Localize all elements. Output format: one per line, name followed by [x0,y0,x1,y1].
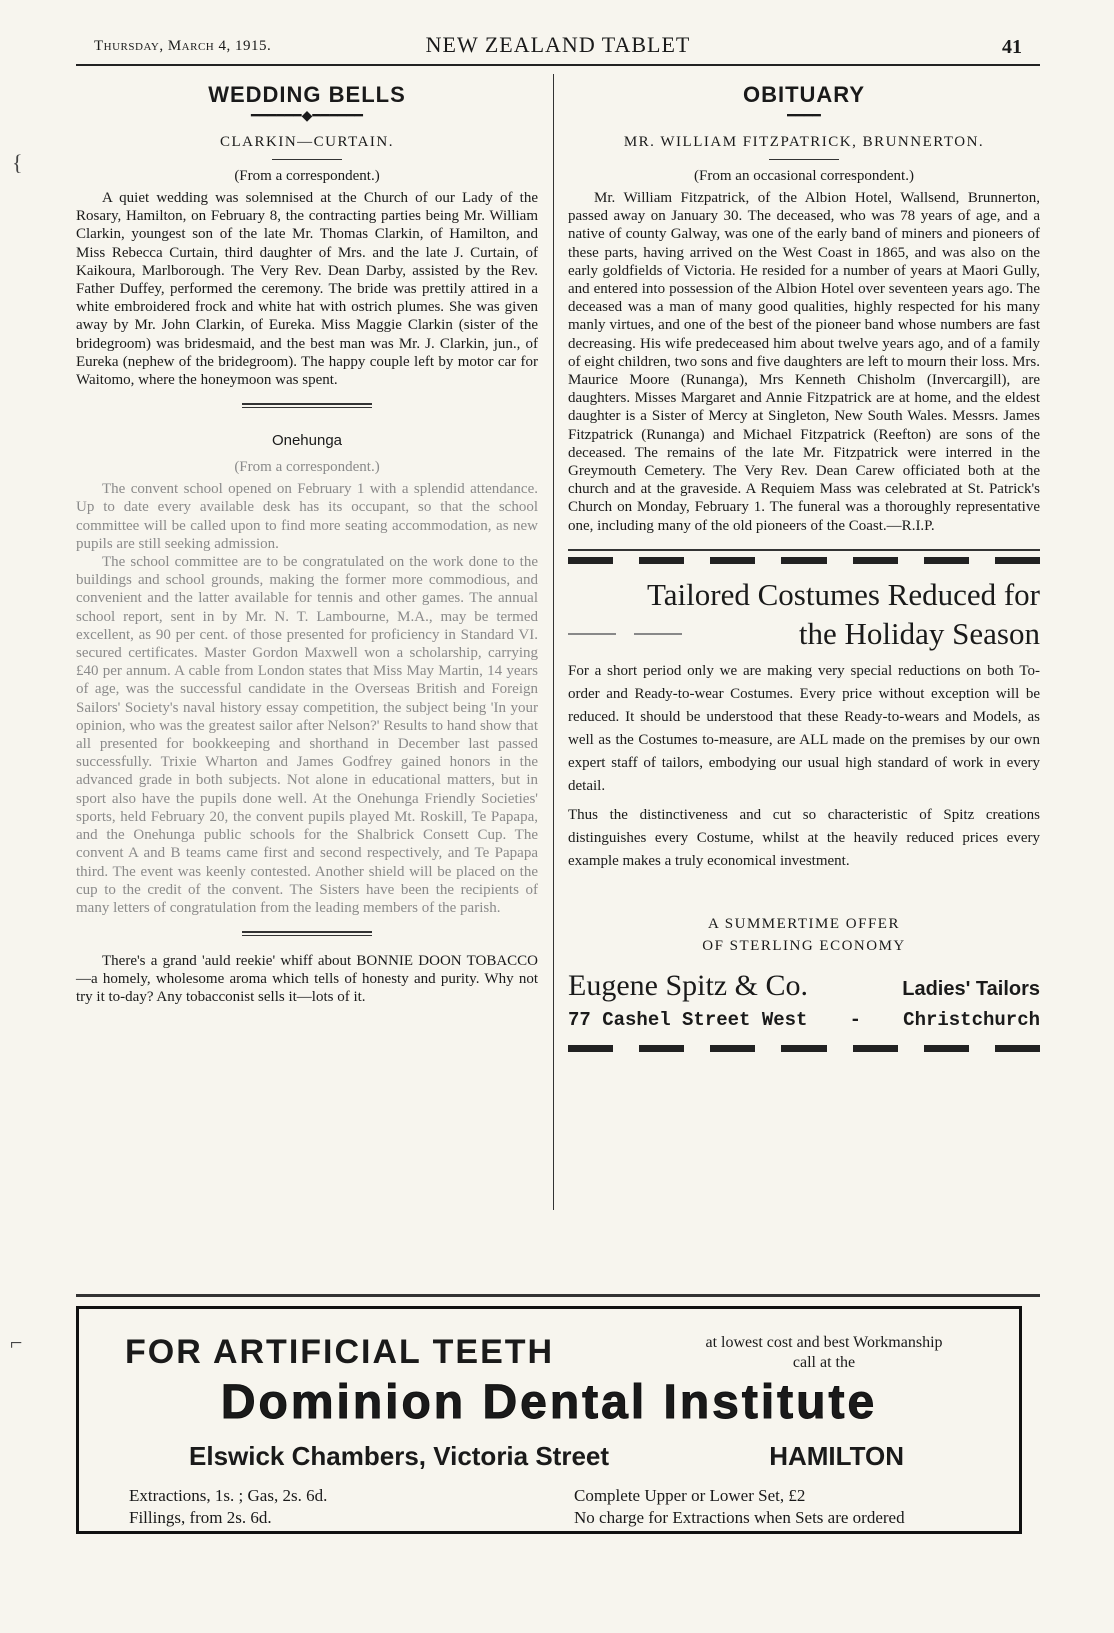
dental-tagline-1: at lowest cost and best Workmanship [705,1334,943,1351]
ad-border-stripe [568,557,1040,564]
issue-date: Thursday, March 4, 1915. [94,38,272,54]
margin-mark: ⌐ [10,1330,23,1355]
wedding-body: A quiet wedding was solemnised at the Church of our Lady of the Rosary, Hamilton, on February 8, the contracting parties being Mr. William Clarkin, youngest son of the late Mr. Thomas Clarkin, of Hamilton, and Miss Rebecca Curtain, third daughter of Mrs. and the late J. Curtain, of Kaikoura, Marlborough. The Very Rev. Dean Darby, assisted by the Rev. Father Duffey, performed the ceremony. The bride was prettily attired in a white embroidered frock and white hat with ostrich plumes. She was given away by Mr. John Clarkin, of Eureka. Miss Maggie Clarkin (sister of the bridegroom) was bridesmaid, and the best man was Mr. J. Clarkin, jun., of Eureka (nephew of the bridegroom). The happy couple left by motor car for Waitomo, where the honeymoon was spent. [76,190,538,389]
offer-line-1: A SUMMERTIME OFFER [708,915,900,932]
dental-institute-name: Dominion Dental Institute [220,1376,878,1429]
tobacco-notice: There's a grand 'auld reekie' whiff about BONNIE DOON TOBACCO—a homely, wholesome aroma which tells of honesty and purity. Why not try it to-day? Any tobacconist sells it—lots of it. [76,953,538,1006]
costumes-body [568,660,1040,873]
margin-mark: { [12,150,23,175]
right-column [568,78,1040,1056]
left-column [76,78,538,1021]
wedding-heading: WEDDING BELLS [208,82,406,107]
divider [568,549,1040,551]
city: Christchurch [903,1008,1040,1031]
obituary-heading: OBITUARY [742,82,866,107]
ornament-rule: ━━━━ [787,109,821,124]
onehunga-para-1: The convent school opened on February 1 with a splendid attendance. Up to date every available desk has its occupant, so that the school committee will be called upon to find more seating accommodation, as new pupils are still seeking admission. [76,481,538,552]
offer-line [568,913,1040,957]
costumes-ad [568,576,1040,1031]
company-name: Eugene Spitz & Co. [568,968,808,1002]
street: 77 Cashel Street West [568,1008,808,1031]
obituary-body: Mr. William Fitzpatrick, of the Albion Hotel, Wallsend, Brunnerton, passed away on January 30. The deceased, who was 78 years of age, and a native of county Galway, was one of the early band of miners and pioneers of these parts, having arrived on the West Coast in 1865, and was also on the early goldfields of Victoria. He resided for a number of years at Maori Gully, and entered into possession of the Albion Hotel over seventeen years ago. The deceased was a man of many good qualities, highly respected for his many manly virtues, and one of the best of the pioneer band whose numbers are fast decreasing. His wife predeceased him about twelve years ago, and of a family of eight children, two sons and five daughters are left to mourn their loss. Mrs. Maurice Moore (Runanga), Mrs Kenneth Chisholm (Invercargill), are daughters. Misses Margaret and Annie Fitzpatrick are at home, and the eldest daughter is a Sister of Mercy at Singleton, New South Wales. Messrs. James Fitzpatrick (Runanga) and Michael Fitzpatrick (Reefton) are sons of the deceased. The remains of the late Mr. Fitzpatrick were interred in the Greymouth Cemetery. The Very Rev. Dean Carew officiated both at the church and at the graveside. A Requiem Mass was celebrated at St. Patrick's Church on Monday, February 1. The funeral was a thoroughly representative one, including many of the old pioneers of the Coast.—R.I.P. [568,190,1040,534]
costumes-title-1: Tailored Costumes Reduced for [647,576,1040,612]
dental-address-row [189,1441,904,1472]
dental-tagline-2: call at the [792,1354,856,1371]
masthead: NEW ZEALAND TABLET [425,32,691,57]
onehunga-byline: (From a correspondent.) [234,459,380,476]
obituary-byline: (From an occasional correspondent.) [694,168,914,184]
onehunga-para-2: The school committee are to be congratulated on the work done to the buildings and school grounds, making the former more commodious, and convenient and the latter available for tennis and other games. The annual school report, sent in by Mr. N. T. Lambourne, M.A., may be termed excellent, as 90 per cent. of those presented for proficiency in Standard VI. secured certificates. Master Gordon Maxwell won a scholarship, carrying £40 per annum. A cable from London states that Miss May Martin, 14 years of age, was the successful candidate in the Overseas British and Foreign Sailors' Society's naval history essay competition, the subject being 'In your opinion, who was the greatest sailor after Nelson?' Results to hand show that all presented for bookkeeping and shorthand in December last passed successfully. Trixie Wharton and James Godfrey gained honors in the advanced grade in both subjects. Not alone in educational matters, but in sport also have the pupils done well. At the Onehunga Friendly Societies' sports, held February 20, the convent pupils played Mt. Roskill, Te Papapa, and the Onehunga public schools for the Shalbrick Consett Cup. The convent A and B teams came first and second respectively, and Te Papapa third. The event was keenly contested. Another shield will be placed on the cup to the credit of the convent. The Sisters have been the recipients of many letters of congratulation from the leading members of the parish. [76,554,538,916]
dental-sets-1: Complete Upper or Lower Set, £2 [574,1486,806,1505]
divider [242,403,372,408]
dental-sets-2: No charge for Extractions when Sets are ordered [574,1508,905,1527]
company-row [568,969,1040,1003]
company-trade: Ladies' Tailors [902,977,1040,1000]
page-number: 41 [1002,36,1022,58]
dental-headline: FOR ARTIFICIAL TEETH [125,1333,555,1371]
page-header [76,30,1040,66]
divider [769,159,839,160]
column-divider [553,74,554,1210]
costumes-para-2: Thus the distinctiveness and cut so characteristic of Spitz creations distinguishes every Costume, whilst at the heavily reduced prices every example makes a truly economical investment. [568,806,1040,869]
costumes-title-2: the Holiday Season [798,615,1040,651]
decorative-dashes [568,633,682,635]
dental-address: Elswick Chambers, Victoria Street [189,1441,610,1471]
wedding-byline: (From a correspondent.) [234,168,380,184]
dental-city: HAMILTON [769,1441,904,1471]
company-address [568,1009,1040,1031]
costumes-title-row [568,614,1040,654]
dental-tagline [654,1333,994,1373]
ad-border-stripe [568,1045,1040,1052]
onehunga-heading: Onehunga [271,432,343,450]
dental-prices-1: Extractions, 1s. ; Gas, 2s. 6d. [129,1486,328,1505]
divider [242,931,372,936]
dental-prices-2: Fillings, from 2s. 6d. [129,1508,272,1527]
offer-line-2: OF STERLING ECONOMY [702,937,906,954]
wedding-subheading: CLARKIN—CURTAIN. [220,134,394,150]
ornament-rule: ━━━━━━◆━━━━━━ [251,109,363,124]
costumes-para-1: For a short period only we are making very special reductions on both To-order and Ready-to-wear Costumes. Every price without exception will be reduced. It should be understood that these Ready-to-wears and Models, as well as the Costumes to-measure, are ALL made on the premises by our own expert staff of tailors, embodying our usual high standard of work in every detail. [568,662,1040,794]
divider [272,159,342,160]
bottom-rule [76,1294,1040,1297]
separator: - [849,1008,862,1031]
obituary-subheading: MR. WILLIAM FITZPATRICK, BRUNNERTON. [623,134,985,150]
dental-ad [76,1306,1022,1534]
dental-sets [574,1485,905,1529]
dental-prices [129,1485,327,1529]
